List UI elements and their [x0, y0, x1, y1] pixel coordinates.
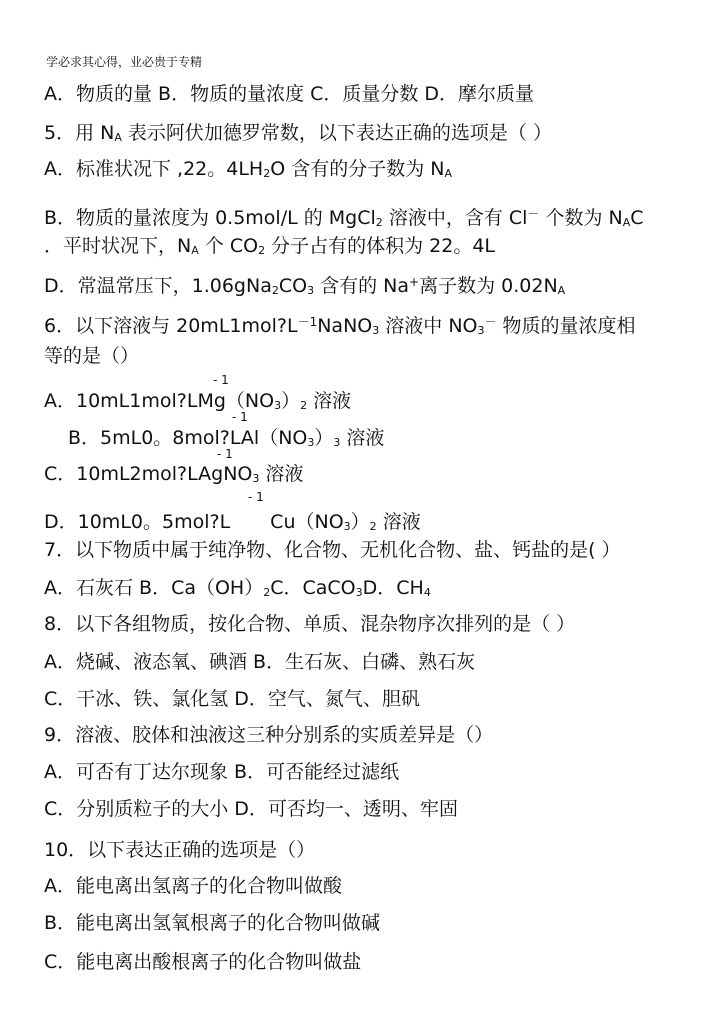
q8-options-cd: C．干冰、铁、氯化氢 D．空气、氮气、胆矾 — [44, 688, 420, 710]
q6-option-c: C．10mL2mol?LAgNO3 溶液 — [44, 463, 304, 485]
q10-option-a: A．能电离出氢离子的化合物叫做酸 — [44, 875, 342, 897]
q10-option-c: C．能电离出酸根离子的化合物叫做盐 — [44, 951, 362, 973]
q6-stem: 6．以下溶液与 $20mL1mol?L^{-1}NaNO3$ 溶液中 NO3－ 物质的量浓度相 — [44, 315, 636, 337]
q8-options-ab: A．烧碱、液态氧、碘酒 B．生石灰、白磷、熟石灰 — [44, 651, 476, 673]
q10-stem: 10．以下表达正确的选项是（） — [44, 839, 316, 861]
page-header: 学必求其心得，业必贵于专精 — [46, 55, 203, 69]
q6a-superscript: - 1 — [213, 373, 229, 387]
q4-options: A．物质的量 B．物质的量浓度 C．质量分数 D．摩尔质量 — [44, 83, 535, 105]
q9-options-ab: A．可否有丁达尔现象 B．可否能经过滤纸 — [44, 761, 400, 783]
q6-stem-cont: 等的是（） — [44, 345, 140, 367]
q10-option-b: B．能电离出氢氧根离子的化合物叫做碱 — [44, 912, 381, 934]
q6-option-a: A．10mL1mol?LMg（NO3）2 溶液 — [44, 390, 352, 412]
q5-option-a: A．标准状况下 ,22。4LH2O 含有的分子数为 NA — [44, 158, 452, 180]
q7-options: A．石灰石 B．Ca（OH）2C．CaCO3D．CH4 — [44, 577, 431, 599]
q5-option-b: B．物质的量浓度为 0.5mol/L 的 MgCl2 溶液中，含有 Cl－ 个数为 NAC — [44, 207, 644, 229]
q6d-superscript: - 1 — [248, 490, 264, 504]
q9-stem: 9．溶液、胶体和浊液这三种分别系的实质差异是（） — [44, 724, 494, 746]
q5-option-c: ．平时状况下，NA 个 CO2 分子占有的体积为 22。4L — [44, 235, 495, 257]
q8-stem: 8．以下各组物质，按化合物、单质、混杂物序次排列的是（ ） — [44, 613, 576, 635]
q7-stem: 7．以下物质中属于纯净物、化合物、无机化合物、盐、钙盐的是( ） — [44, 539, 621, 561]
q6c-superscript: - 1 — [217, 447, 233, 461]
q6b-superscript: - 1 — [232, 410, 248, 424]
q6-option-d: D．10mL0。5mol?L Cu（NO3）2 溶液 — [44, 511, 421, 533]
q5-stem: 5．用 NA 表示阿伏加德罗常数，以下表达正确的选项是（ ） — [44, 122, 552, 144]
q6-option-b: B．5mL0。8mol?LAl（NO3）3 溶液 — [68, 427, 385, 449]
q5-option-d: D．常温常压下，1.06gNa2CO3 含有的 Na+离子数为 0.02NA — [44, 275, 566, 297]
q9-options-cd: C．分别质粒子的大小 D．可否均一、透明、牢固 — [44, 798, 458, 820]
